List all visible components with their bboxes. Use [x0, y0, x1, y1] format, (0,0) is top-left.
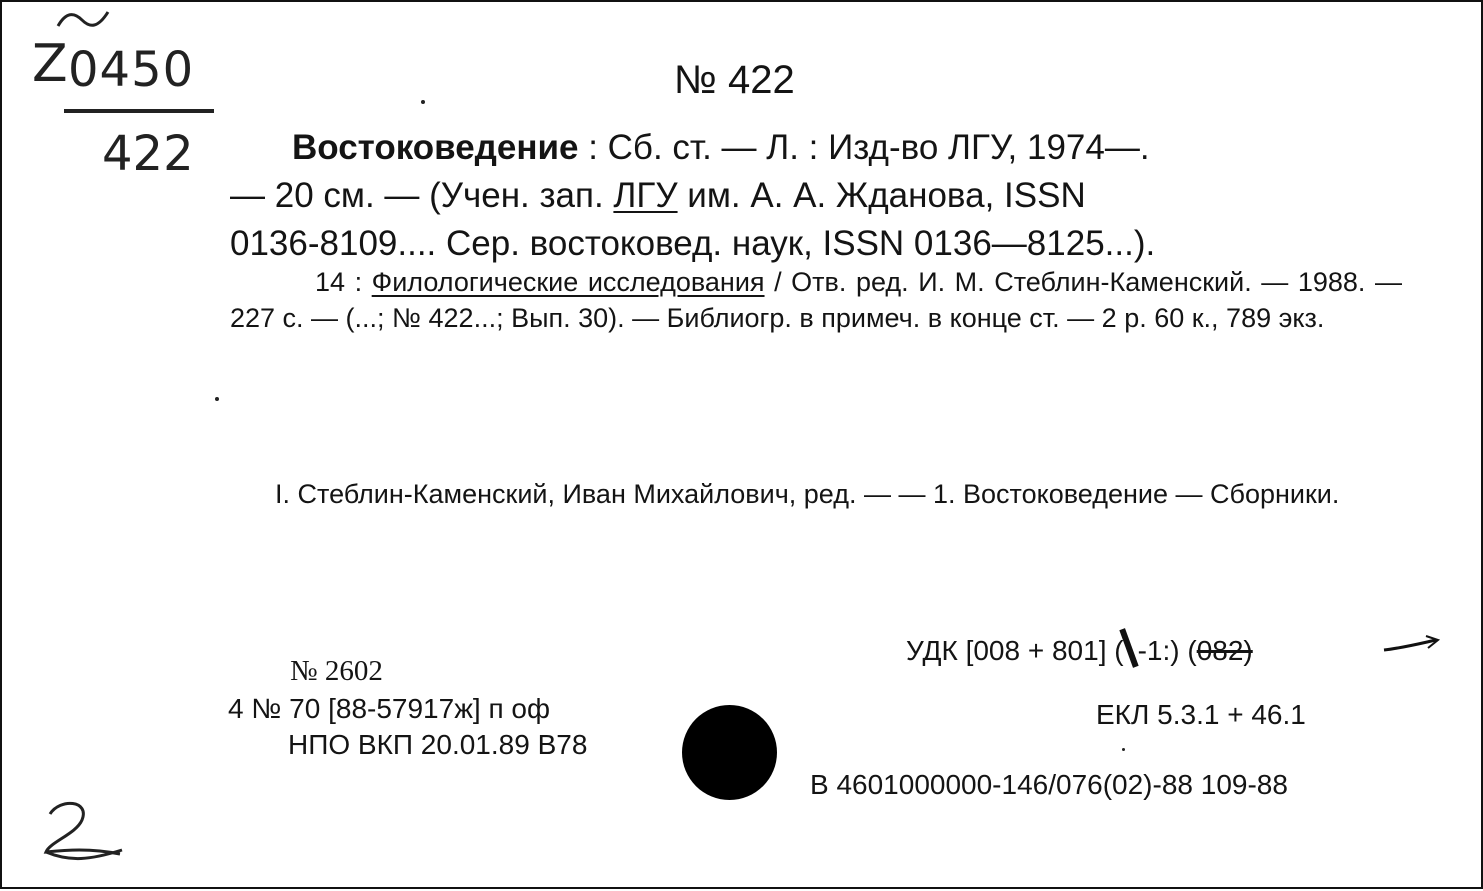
pen-stroke-mark — [1124, 626, 1138, 660]
call-number-divider — [64, 109, 214, 113]
classification-code: В 4601000000-146/076(02)-88 109-88 — [810, 769, 1288, 800]
punch-hole — [682, 705, 777, 800]
speck — [1122, 748, 1125, 751]
udk-line — [906, 626, 1253, 668]
volume-title: Филологические исследования — [371, 267, 765, 297]
main-entry-series-b: им. А. А. Жданова, ISSN — [677, 176, 1086, 215]
volume-number: 14 : — [315, 267, 372, 297]
main-entry-title: Востоковедение — [292, 128, 579, 167]
pen-arrow-mark — [1382, 634, 1442, 658]
udk-struck: 082) — [1196, 635, 1253, 666]
tracings-text: I. Стеблин-Каменский, Иван Михайлович, ред. — — 1. Востоковедение — Сборники. — [275, 479, 1340, 509]
print-info: 4 № 70 [88-57917ж] п оф — [228, 693, 551, 724]
speck — [421, 100, 425, 104]
tilde-mark — [54, 4, 114, 36]
volume-description: / Отв. ред. И. М. Стеблин-Каменский. — 1988. — 227 с. — (...; № 422...; Вып. 30). — Библиогр. в примеч. в конце ст. — 2 р. 60 к., 789 экз. — [230, 267, 1402, 333]
call-number-prefix-mark: Z — [32, 34, 68, 94]
udk-middle: -1:) ( — [1137, 635, 1197, 666]
ekl-code: ЕКЛ 5.3.1 + 46.1 — [1096, 699, 1306, 730]
main-entry-series-a: — 20 см. — (Учен. зап. — [230, 176, 614, 215]
call-number-bottom: 422 — [102, 126, 194, 182]
order-number: № 2602 — [290, 655, 383, 687]
main-entry — [230, 124, 1402, 268]
udk-prefix: УДК [008 + 801] ( — [906, 635, 1124, 666]
volume-entry — [230, 264, 1402, 336]
main-entry-series-underlined: ЛГУ — [613, 176, 678, 215]
call-number-top: 0450 — [68, 42, 195, 98]
tracings — [230, 476, 1402, 512]
speck — [215, 397, 219, 401]
main-entry-series-c: 0136-8109.... Сер. востоковед. наук, ISSN 0136—8125...). — [230, 224, 1156, 263]
publisher-info: НПО ВКП 20.01.89 В78 — [288, 729, 588, 760]
handwritten-two-mark — [30, 794, 130, 864]
series-number: № 422 — [674, 58, 795, 102]
main-entry-imprint: : Сб. ст. — Л. : Изд-во ЛГУ, 1974—. — [578, 128, 1150, 167]
